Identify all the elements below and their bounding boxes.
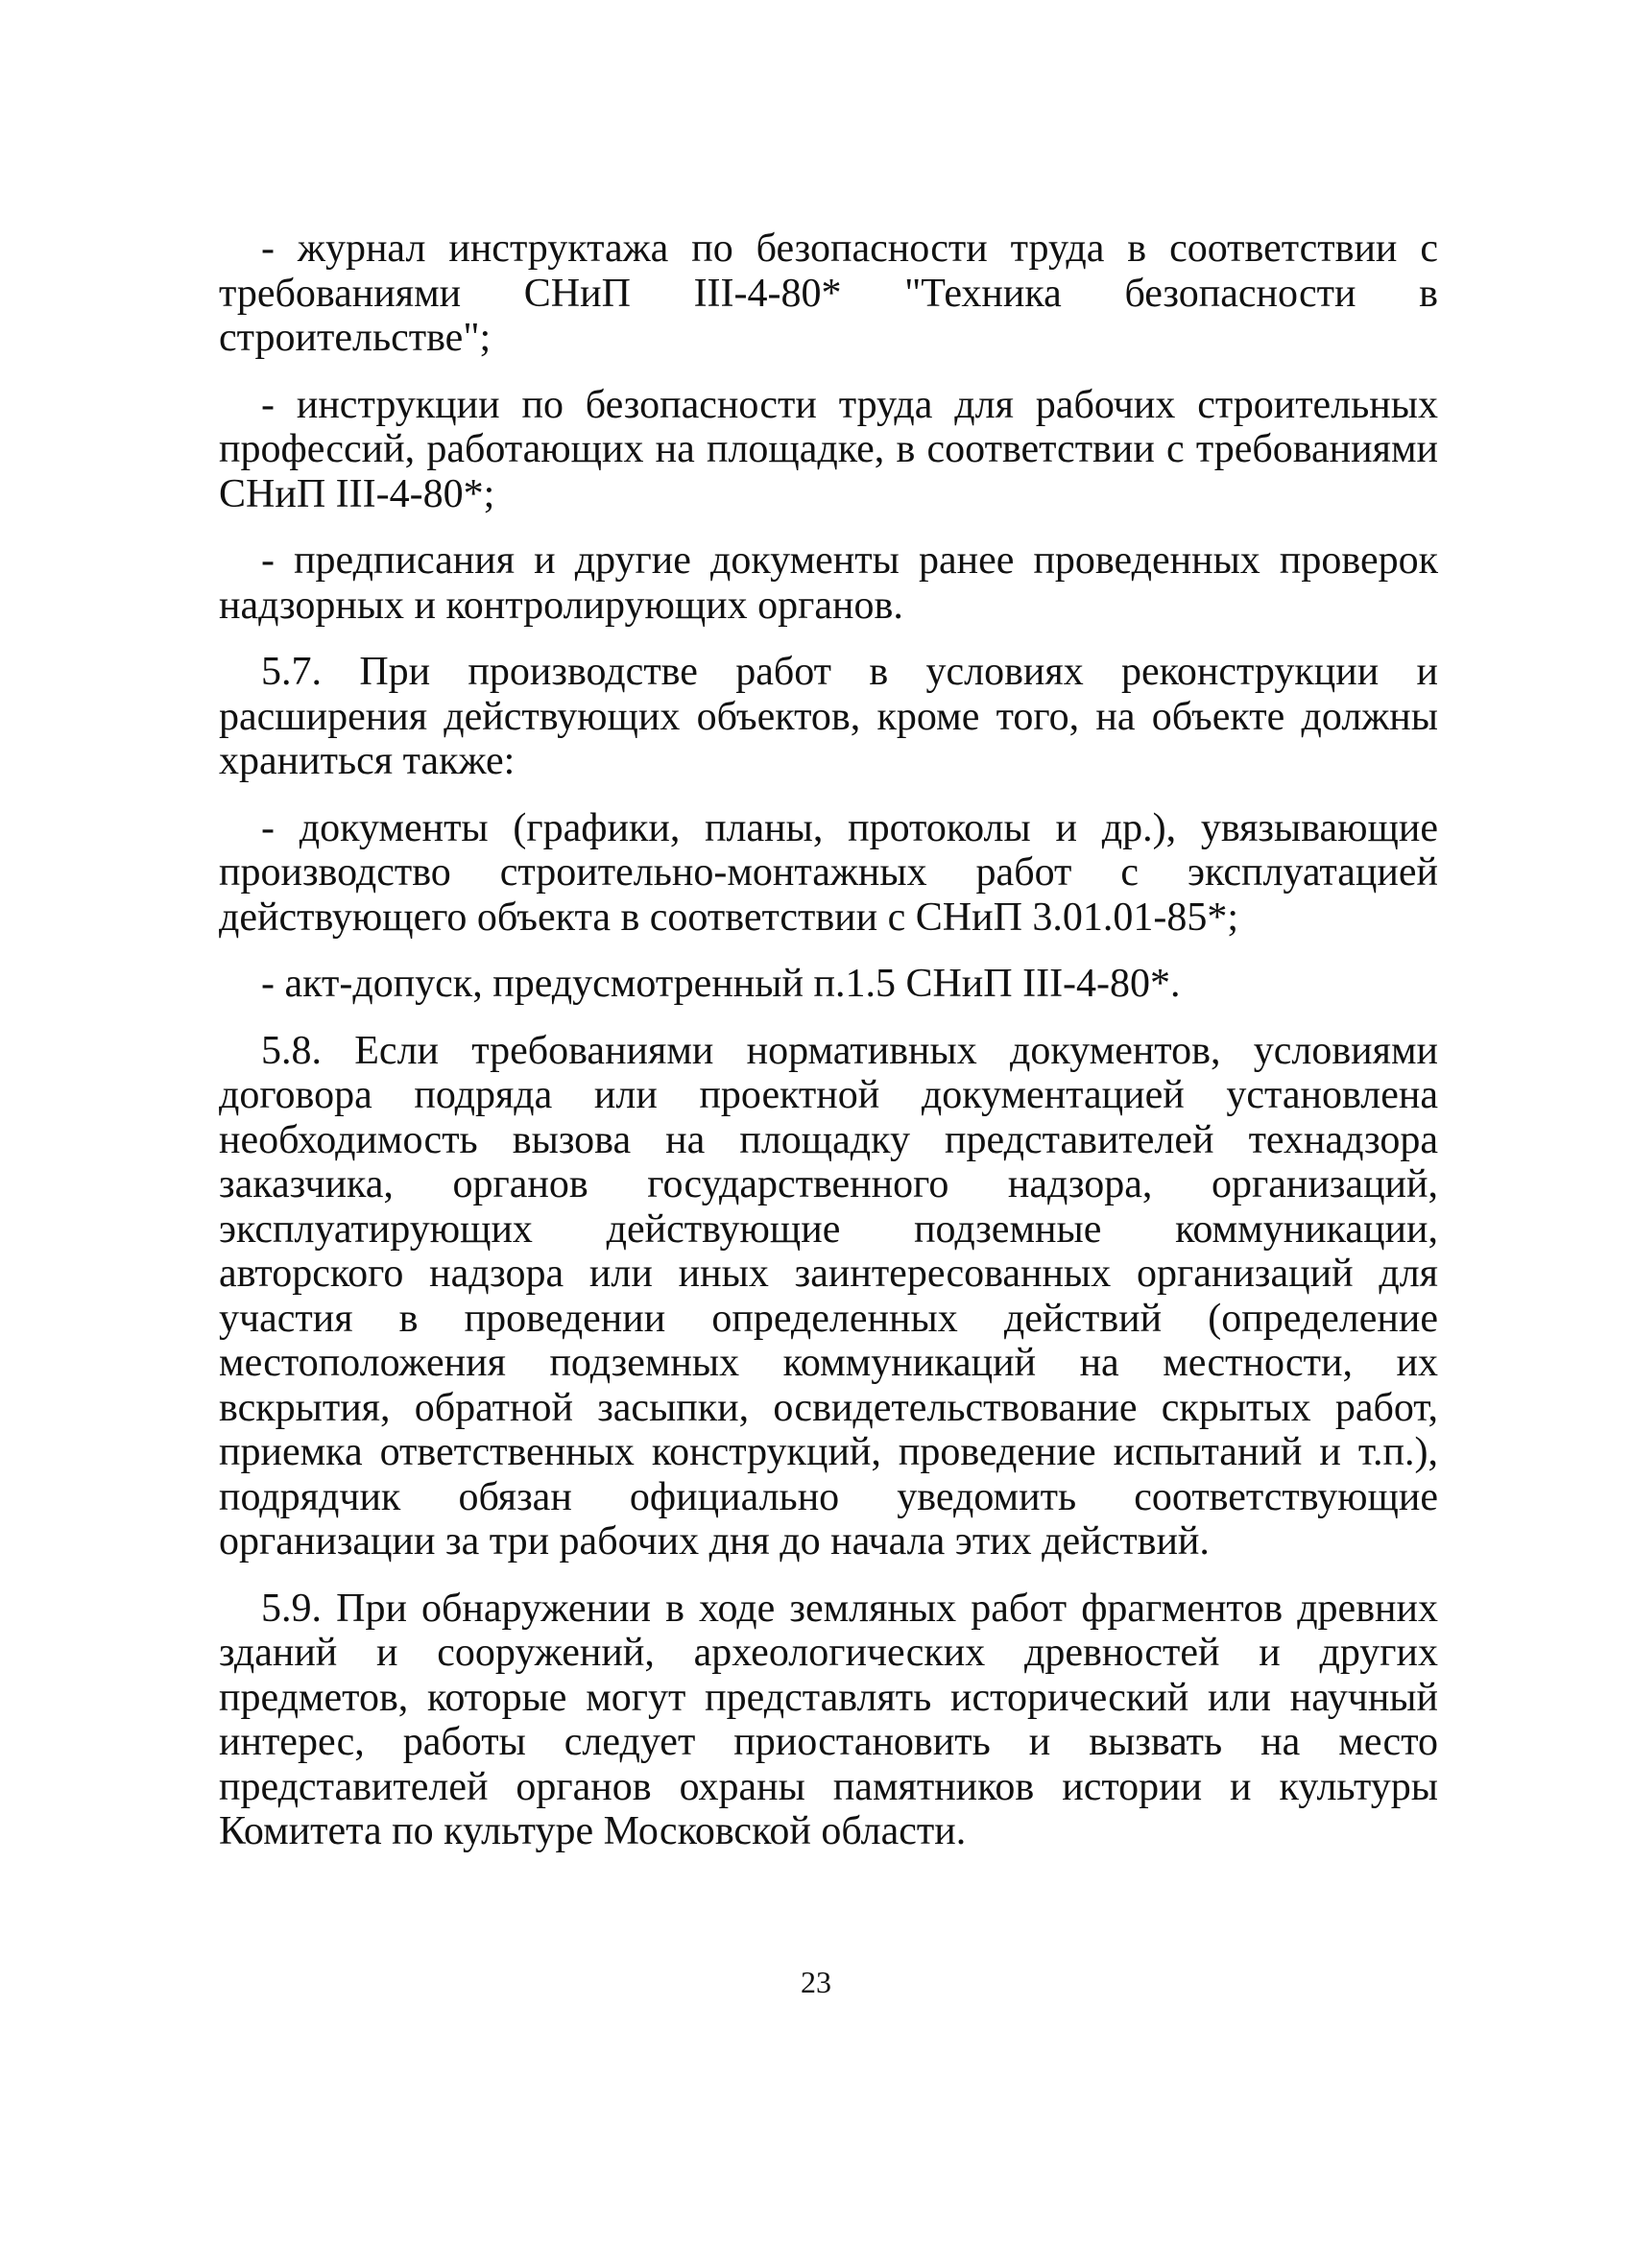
paragraph-safety-instructions: - инструкции по безопасности труда для рабочих строительных профессий, работающих на площадке, в соответствии с требованиями СНиП III-4-80*; [219, 382, 1438, 516]
page-number: 23 [801, 1965, 831, 1999]
paragraph-briefing-journal: - журнал инструктажа по безопасности труда в соответствии с требованиями СНиП III-4-80* "Техника безопасности в строительстве"; [219, 227, 1438, 360]
paragraph-section-5-7: 5.7. При производстве работ в условиях реконструкции и расширения действующих объектов, кроме того, на объекте должны храниться также: [219, 650, 1438, 783]
paragraph-inspection-orders: - предписания и другие документы ранее проведенных проверок надзорных и контролирующих органов. [219, 538, 1438, 628]
paragraph-section-5-8: 5.8. Если требованиями нормативных документов, условиями договора подряда или проектной документацией установлена необходимость вызова на площадку представителей технадзора заказчика, органов государственного надзора, организаций, эксплуатирующих действующие подземные коммуникации, авторского надзора или иных заинтересованных организаций для участия в проведении определенных действий (определение местоположения подземных коммуникаций на местности, их вскрытия, обратной засыпки, освидетельствование скрытых работ, приемка ответственных конструкций, проведение испытаний и т.п.), подрядчик обязан официально уведомить соответствующие организации за три рабочих дня до начала этих действий. [219, 1028, 1438, 1564]
paragraph-coordination-documents: - документы (графики, планы, протоколы и др.), увязывающие производство строительно-монтажных работ с эксплуатацией действующего объекта в соответствии с СНиП 3.01.01-85*; [219, 805, 1438, 940]
paragraph-section-5-9: 5.9. При обнаружении в ходе земляных работ фрагментов древних зданий и сооружений, археологических древностей и других предметов, которые могут представлять исторический или научный интерес, работы следует приостановить и вызвать на место представителей органов охраны памятников истории и культуры Комитета по культуре Московской области. [219, 1586, 1438, 1853]
document-body [219, 227, 1438, 1876]
paragraph-admission-act: - акт-допуск, предусмотренный п.1.5 СНиП III-4-80*. [261, 962, 1181, 1006]
